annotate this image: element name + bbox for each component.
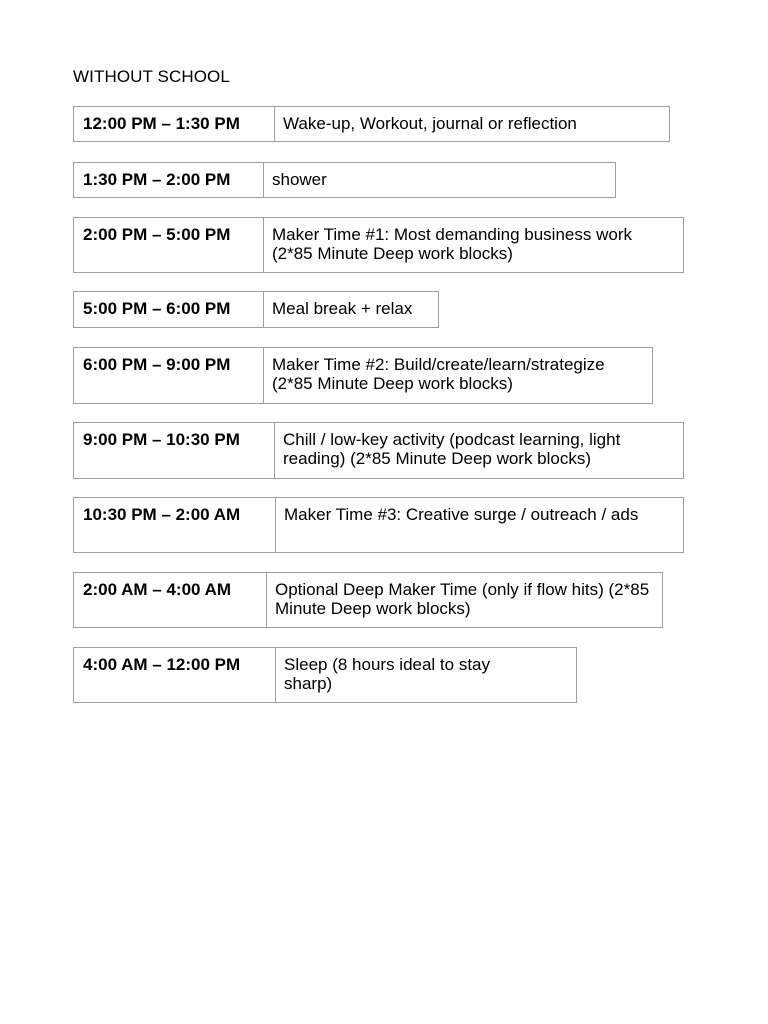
- time-range: 6:00 PM – 9:00 PM: [74, 348, 264, 403]
- activity-description: Meal break + relax: [272, 299, 413, 318]
- time-range: 2:00 AM – 4:00 AM: [74, 573, 267, 627]
- schedule-block: [73, 572, 663, 628]
- schedule-block: [73, 291, 439, 328]
- schedule-block: [73, 422, 684, 479]
- time-range: 4:00 AM – 12:00 PM: [74, 648, 276, 702]
- time-range: 12:00 PM – 1:30 PM: [74, 107, 275, 141]
- activity-description: Sleep (8 hours ideal to stay sharp): [284, 655, 491, 693]
- schedule-block: [73, 162, 616, 198]
- time-range: 9:00 PM – 10:30 PM: [74, 423, 275, 478]
- time-range: 5:00 PM – 6:00 PM: [74, 292, 264, 327]
- activity-description: Wake-up, Workout, journal or reflection: [283, 114, 577, 133]
- activity-description: Maker Time #1: Most demanding business work (2*85 Minute Deep work blocks): [272, 225, 632, 263]
- activity-description: Maker Time #2: Build/create/learn/strategize (2*85 Minute Deep work blocks): [272, 355, 605, 393]
- time-range: 10:30 PM – 2:00 AM: [74, 498, 276, 552]
- time-range: 1:30 PM – 2:00 PM: [74, 163, 264, 197]
- time-range: 2:00 PM – 5:00 PM: [74, 218, 264, 272]
- activity-description: Chill / low-key activity (podcast learning, light reading) (2*85 Minute Deep work blocks): [283, 430, 621, 468]
- schedule-block: [73, 106, 670, 142]
- schedule-block: [73, 497, 684, 553]
- activity-description: Maker Time #3: Creative surge / outreach / ads: [284, 505, 639, 524]
- schedule-block: [73, 347, 653, 404]
- activity-description: Optional Deep Maker Time (only if flow hits) (2*85 Minute Deep work blocks): [275, 580, 650, 618]
- page-heading: WITHOUT SCHOOL: [73, 67, 230, 86]
- activity-description: shower: [272, 170, 327, 189]
- schedule-block: [73, 647, 577, 703]
- schedule-block: [73, 217, 684, 273]
